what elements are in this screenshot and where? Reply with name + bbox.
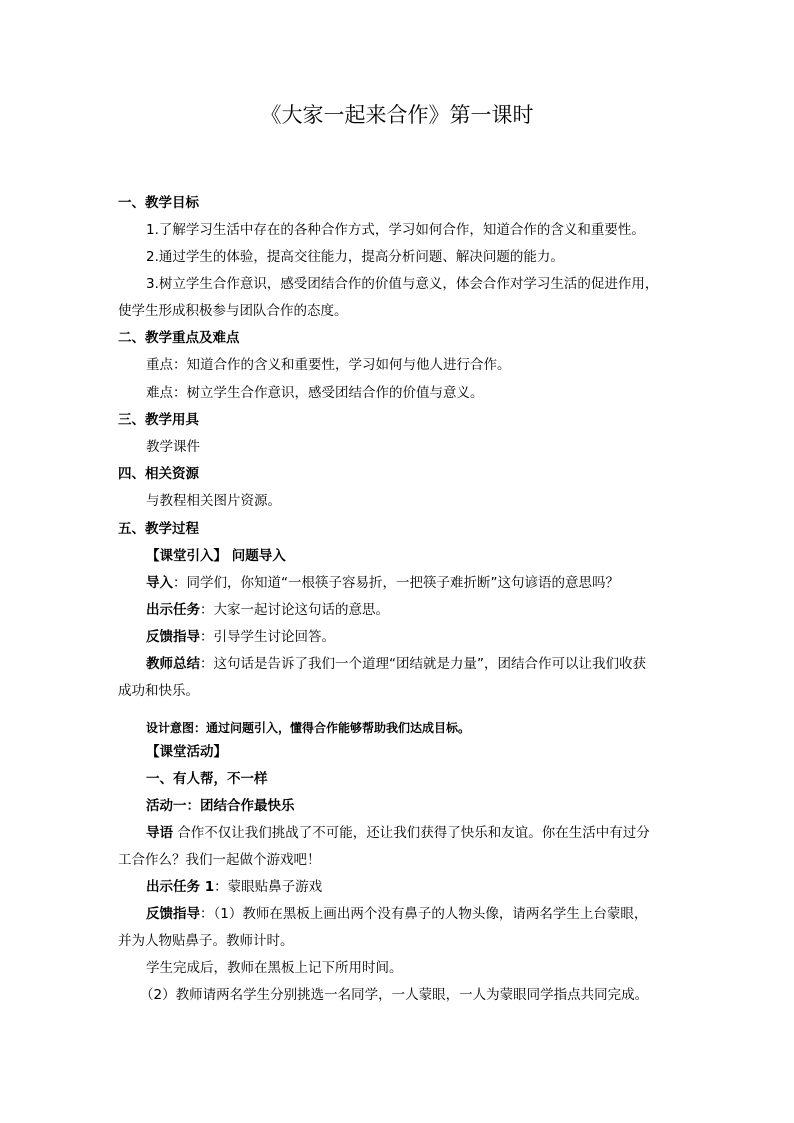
paragraph: 与教程相关图片资源。 [146,493,281,509]
subheading: 一、有人帮，不一样 [146,771,268,787]
paragraph [146,601,389,619]
label: 导语 [146,825,173,841]
label: 出示任务 [146,602,200,618]
section-heading: 五、教学过程 [118,521,199,537]
paragraph: 并为人物贴鼻子。教师计时。 [118,933,294,949]
paragraph: 1.了解学习生活中存在的各种合作方式，学习如何合作，知道合作的含义和重要性。 [146,222,645,238]
paragraph: 2.通过学生的体验，提高交往能力，提高分析问题、解决问题的能力。 [146,249,564,265]
text: ：（1）教师在黑板上画出两个没有鼻子的人物头像，请两名学生上台蒙眼， [200,906,648,922]
subheading: 【课堂引入】 问题导入 [146,548,286,564]
subheading: 【课堂活动】 [146,744,227,760]
section-heading: 一、教学目标 [118,195,199,211]
paragraph [146,824,650,842]
text: ：引导学生讨论回答。 [200,629,335,645]
paragraph: 重点：知道合作的含义和重要性，学习如何与他人进行合作。 [146,357,511,373]
label: 反馈指导 [146,906,200,922]
text: ：同学们，你知道“一根筷子容易折，一把筷子难折断”这句谚语的意思吗？ [173,575,619,591]
label: 出示任务 1 [146,879,215,895]
text: ：这句话是告诉了我们一个道理“团结就是力量”，团结合作可以让我们收获 [200,656,646,672]
paragraph [146,905,647,923]
section-heading: 四、相关资源 [118,466,199,482]
label: 导入 [146,575,173,591]
label: 反馈指导 [146,629,200,645]
paragraph: 教学课件 [146,439,200,455]
paragraph: （2）教师请两名学生分别挑选一名同学，一人蒙眼，一人为蒙眼同学指点共同完成。 [140,987,649,1003]
page-title: 《大家一起来合作》第一课时 [260,103,534,127]
paragraph: 学生完成后，教师在黑板上记下所用时间。 [146,960,403,976]
paragraph [146,574,619,592]
section-heading: 三、教学用具 [118,412,199,428]
paragraph: 工合作么？我们一起做个游戏吧！ [118,852,321,868]
subheading: 活动一：团结合作最快乐 [146,798,295,814]
label: 教师总结 [146,656,200,672]
paragraph: 3.树立学生合作意识，感受团结合作的价值与意义，体会合作对学习生活的促进作用， [146,276,659,292]
paragraph: 难点：树立学生合作意识，感受团结合作的价值与意义。 [146,385,484,401]
text: ：蒙眼贴鼻子游戏 [214,879,323,895]
paragraph [146,878,322,896]
paragraph [146,628,335,646]
text: 合作不仅让我们挑战了不可能，还让我们获得了快乐和友谊。你在生活中有过分 [173,825,650,841]
paragraph: 成功和快乐。 [118,683,199,699]
section-heading: 二、教学重点及难点 [118,330,240,346]
design-note: 设计意图：通过问题引入，懂得合作能够帮助我们达成目标。 [146,721,471,735]
text: ：大家一起讨论这句话的意思。 [200,602,389,618]
paragraph: 使学生形成积极参与团队合作的态度。 [118,303,348,319]
paragraph [146,655,646,673]
